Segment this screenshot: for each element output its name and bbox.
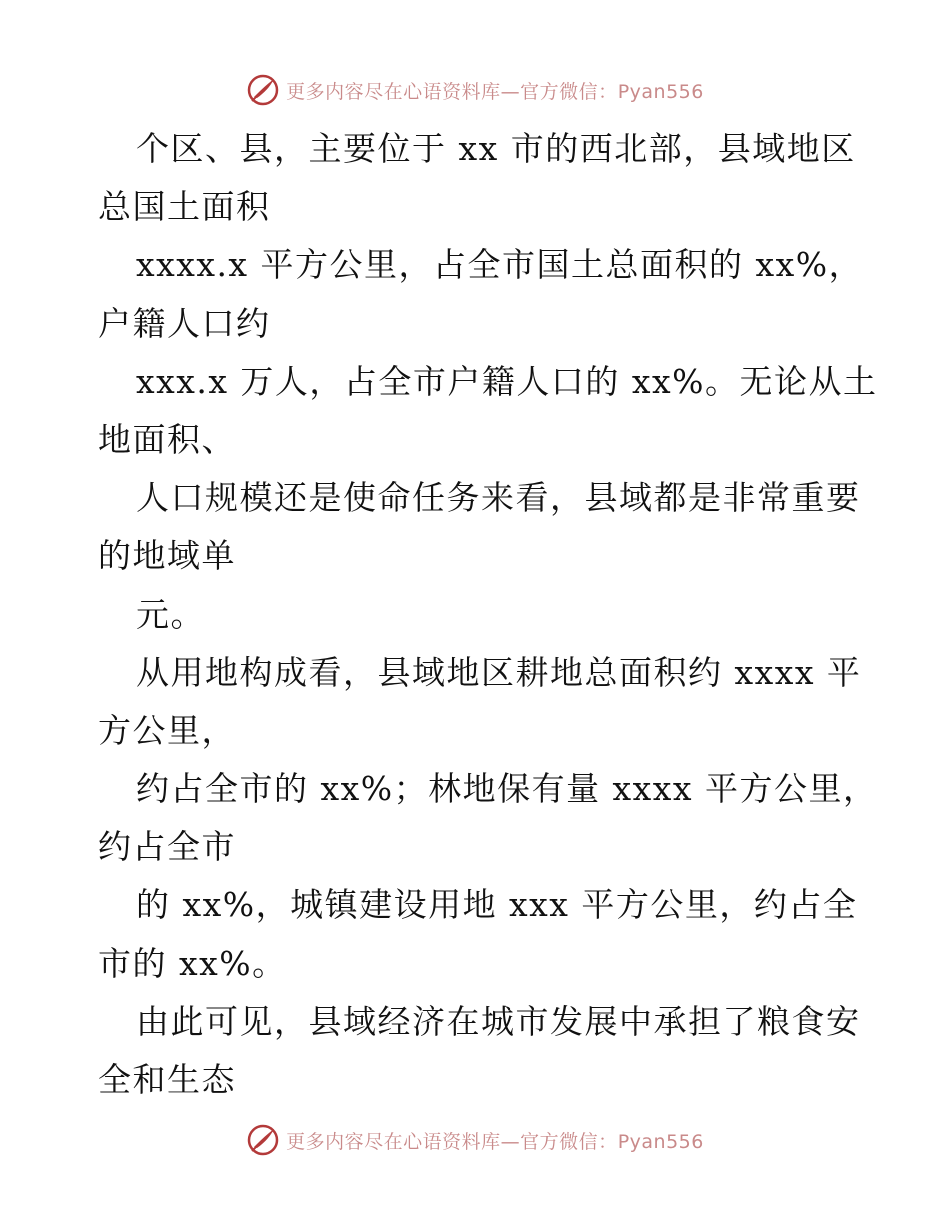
text-line: 元。 [136, 594, 205, 634]
text-line: 由此可见，县域经济在城市发展中承担了粮食安 [136, 1001, 861, 1041]
text-line: 方公里， [98, 710, 236, 750]
text-line: 约占全市的 xx%；林地保有量 xxxx 平方公里， [136, 769, 878, 809]
document-body [98, 120, 878, 1109]
text-line: 的地域单 [98, 536, 236, 576]
footer-watermark [0, 1122, 950, 1158]
text-line: 全和生态 [98, 1060, 236, 1099]
text-line: xxxx.x 平方公里，占全市国土总面积的 xx%， [136, 245, 864, 285]
watermark-text: 更多内容尽在心语资料库—官方微信：Pyan556 [286, 1130, 704, 1153]
feather-pen-logo-icon [246, 1123, 280, 1157]
text-line: 总国土面积 [98, 187, 271, 227]
text-line: xxx.x 万人，占全市户籍人口的 xx%。无论从土 [136, 361, 878, 401]
text-line: 户籍人口约 [98, 303, 271, 343]
header-watermark [0, 72, 950, 108]
text-line: 地面积、 [98, 419, 236, 459]
text-line: 约占全市 [98, 827, 236, 867]
text-line: 市的 xx%。 [98, 943, 287, 983]
feather-pen-logo-icon [246, 73, 280, 107]
watermark-text: 更多内容尽在心语资料库—官方微信：Pyan556 [286, 80, 704, 103]
text-line: 从用地构成看，县域地区耕地总面积约 xxxx 平 [136, 652, 862, 692]
text-line: 个区、县，主要位于 xx 市的西北部，县域地区 [136, 129, 856, 168]
text-line: 人口规模还是使命任务来看，县域都是非常重要 [136, 478, 861, 518]
text-line: 的 xx%，城镇建设用地 xxx 平方公里，约占全 [136, 885, 858, 925]
